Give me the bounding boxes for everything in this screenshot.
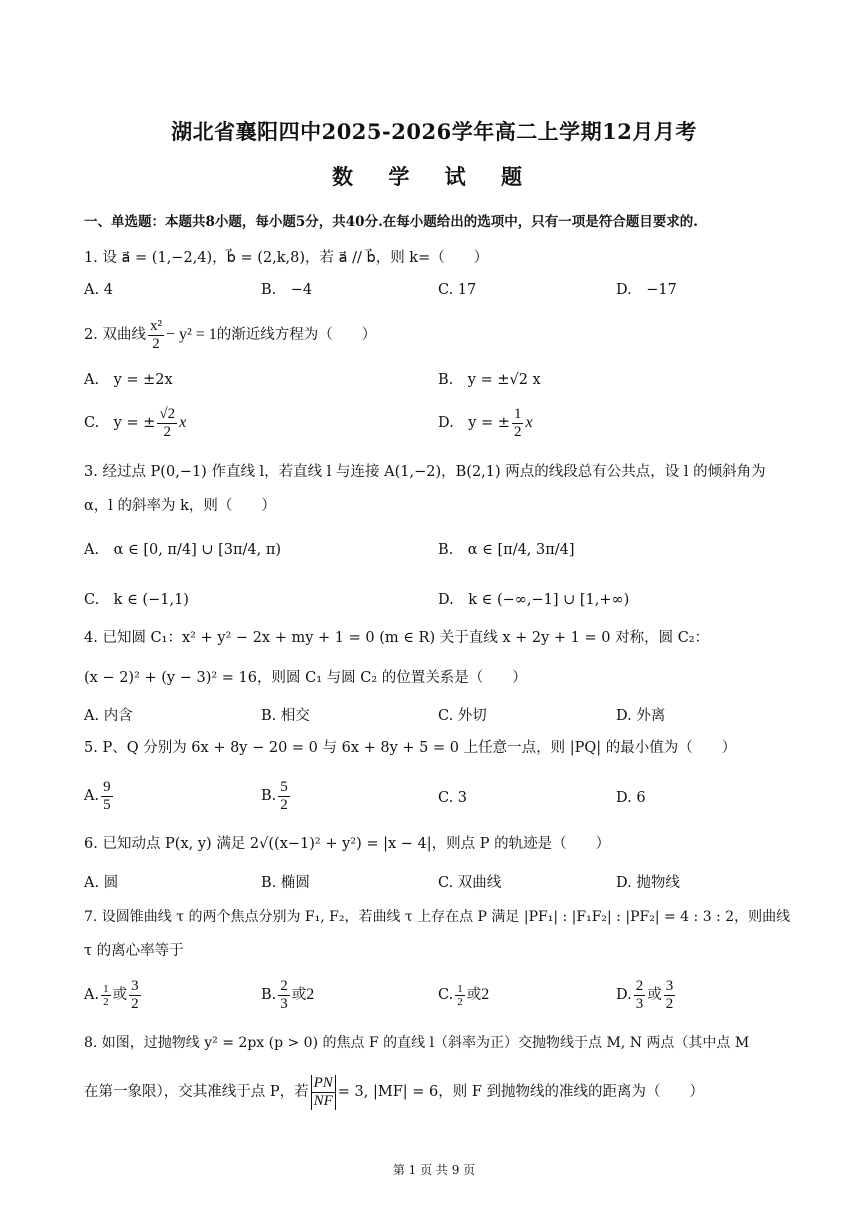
q5-option-b-label: B.: [261, 788, 277, 804]
q7-b-or: 或: [291, 987, 307, 1003]
q7-option-b: B. $\frac{2}{3}$ 或2: [261, 977, 315, 1012]
question-7-line1: 7. 设圆锥曲线 τ 的两个焦点分别为 F₁, F₂，若曲线 τ 上存在点 P 满足 |PF₁| : |F₁F₂| : |PF₂| = 4 : 3 : 2，则曲线: [84, 909, 791, 925]
q3-option-d: D. k ∈ (−∞,−1] ∪ [1,+∞): [438, 592, 630, 608]
q2-stem-post: 的渐近线方程为（ ）: [216, 327, 377, 343]
q6-option-a: A. 圆: [84, 875, 119, 891]
q7-option-d-label: D.: [616, 987, 632, 1003]
q8-fraction: $\frac{PN}{NF}$: [311, 1075, 336, 1110]
q7-option-c-label: C.: [438, 987, 454, 1003]
q8-line2-pre: 在第一象限），交其准线于点 P，若: [84, 1084, 309, 1100]
q6-option-b: B. 椭圆: [261, 875, 310, 891]
question-4-line2: (x − 2)² + (y − 3)² = 16，则圆 C₁ 与圆 C₂ 的位置关系是（ ）: [84, 670, 527, 686]
q7-c-or: 或: [466, 987, 482, 1003]
question-1-stem: 1. 设 a⃗ = (1,−2,4)，b⃗ = (2,k,8)，若 a⃗ // b⃗，则 k=（ ）: [84, 250, 489, 266]
q2-option-a: A. y = ±2x: [84, 372, 173, 388]
q5-option-c: C. 3: [438, 790, 468, 806]
question-5-stem: 5. P、Q 分别为 6x + 8y − 20 = 0 与 6x + 8y + 5 = 0 上任意一点，则 |PQ| 的最小值为（ ）: [84, 740, 737, 756]
q3-option-a: A. α ∈ [0, π/4] ∪ [3π/4, π): [84, 542, 282, 558]
q7-a-or: 或: [112, 987, 128, 1003]
q2-option-b: B. y = ±√2 x: [438, 372, 541, 388]
section-heading: 一、单选题：本题共8小题，每小题5分，共40分.在每小题给出的选项中，只有一项是符合题目要求的.: [84, 214, 698, 230]
q7-option-a: A. $\frac{1}{2}$ 或 $\frac{3}{2}$: [84, 977, 139, 1012]
q3-option-c: C. k ∈ (−1,1): [84, 592, 189, 608]
q5-option-a-label: A.: [84, 788, 100, 804]
q6-option-c: C. 双曲线: [438, 875, 502, 891]
q1-option-b: B. −4: [261, 282, 313, 298]
q2-option-c: C. y = ± $\frac{√2}{2}$ x: [84, 405, 187, 440]
exam-title: 湖北省襄阳四中2025-2026学年高二上学期12月月考: [171, 119, 697, 144]
q4-option-a: A. 内含: [84, 708, 133, 724]
q4-option-d: D. 外离: [616, 708, 666, 724]
question-4-line1: 4. 已知圆 C₁：x² + y² − 2x + my + 1 = 0 (m ∈ R) 关于直线 x + 2y + 1 = 0 对称，圆 C₂：: [84, 630, 710, 646]
q4-option-c: C. 外切: [438, 708, 487, 724]
q1-option-a: A. 4: [84, 282, 113, 298]
q5-option-d: D. 6: [616, 790, 646, 806]
q1-option-c: C. 17: [438, 282, 477, 298]
question-2-stem: [84, 315, 376, 355]
q7-option-c: C. $\frac{1}{2}$ 或2: [438, 982, 490, 1008]
question-8-line1: 8. 如图，过抛物线 y² = 2px (p > 0) 的焦点 F 的直线 l（斜率为正）交抛物线于点 M, N 两点（其中点 M: [84, 1035, 750, 1051]
q1-option-d: D. −17: [616, 282, 677, 298]
page-footer: 第 1 页 共 9 页: [392, 1163, 476, 1177]
question-8-line2: [84, 1070, 704, 1114]
q2-fraction: $\frac{\text{x²}}{2}$: [149, 317, 162, 352]
question-6-stem: 6. 已知动点 P(x, y) 满足 2√((x−1)² + y²) = |x − 4|，则点 P 的轨迹是（ ）: [84, 836, 611, 852]
q2-stem-pre: 2. 双曲线: [84, 327, 146, 343]
q4-option-b: B. 相交: [261, 708, 310, 724]
q7-option-a-label: A.: [84, 987, 100, 1003]
q7-d-or: 或: [647, 987, 662, 1003]
q6-option-d: D. 抛物线: [616, 875, 680, 891]
q2-option-d: D. y = ± $\frac{1}{2}$ x: [438, 405, 533, 440]
question-3-line1: 3. 经过点 P(0,−1) 作直线 l，若直线 l 与连接 A(1,−2)，B(2,1) 两点的线段总有公共点，设 l 的倾斜角为: [84, 464, 766, 480]
q3-option-b: B. α ∈ [π/4, 3π/4]: [438, 542, 575, 558]
q2-option-d-label: D. y = ±: [438, 415, 510, 431]
q2-option-c-label: C. y = ±: [84, 415, 156, 431]
q5-option-a: A. $\frac{9}{5}$: [84, 778, 111, 813]
question-3-line2: α，l 的斜率为 k，则（ ）: [84, 498, 276, 514]
q2-equation: − y² = 1: [165, 326, 217, 343]
q7-option-b-label: B.: [261, 987, 277, 1003]
q5-option-b: B. $\frac{5}{2}$: [261, 778, 288, 813]
q7-option-d: D. $\frac{2}{3}$ 或 $\frac{3}{2}$: [616, 977, 674, 1012]
exam-subtitle: 数 学 试 题: [332, 164, 536, 189]
question-7-line2: τ 的离心率等于: [84, 943, 184, 959]
q8-line2-post: = 3, |MF| = 6，则 F 到抛物线的准线的距离为（ ）: [337, 1084, 705, 1100]
